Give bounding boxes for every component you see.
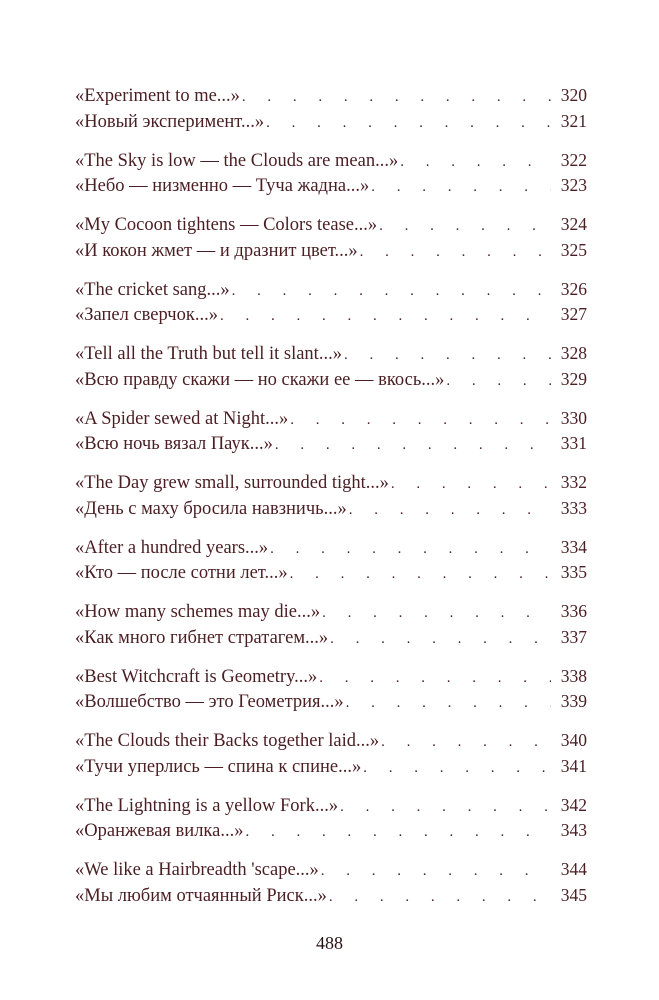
entry-title: «How many schemes may die...»	[75, 602, 321, 622]
toc-group	[75, 212, 587, 263]
entry-page-number: 329	[560, 368, 587, 389]
entry-page-number: 343	[560, 820, 587, 840]
toc-entry	[75, 302, 587, 328]
entry-title: «We like a Hairbreadth 'scape...»	[75, 860, 319, 880]
dot-leader	[330, 627, 551, 653]
dot-leader	[349, 498, 551, 524]
dot-leader	[275, 433, 551, 459]
entry-page-number: 322	[560, 149, 587, 170]
dot-leader	[270, 537, 551, 563]
entry-title: «Кто — после сотни лет...»	[75, 563, 288, 583]
dot-leader	[322, 601, 551, 627]
dot-leader	[321, 859, 551, 885]
dot-leader	[391, 472, 551, 498]
entry-page-number: 341	[560, 755, 587, 776]
entry-title: «After a hundred years...»	[75, 537, 269, 558]
entry-page-number: 331	[560, 433, 587, 453]
entry-page-number: 326	[560, 278, 587, 299]
toc-group	[75, 470, 587, 521]
toc-group	[75, 857, 587, 908]
toc-entry	[75, 496, 587, 522]
dot-leader	[266, 111, 551, 137]
toc-entry	[75, 367, 587, 393]
toc-entry	[75, 406, 587, 432]
toc-entry	[75, 277, 587, 303]
toc-entry	[75, 754, 587, 780]
page-number-footer: 488	[316, 933, 343, 953]
toc-entry	[75, 238, 587, 264]
toc-group	[75, 793, 587, 844]
dot-leader	[363, 756, 551, 782]
entry-page-number: 328	[560, 343, 587, 363]
dot-leader	[290, 408, 551, 434]
entry-page-number: 340	[560, 730, 587, 750]
toc-entry	[75, 689, 587, 715]
table-of-contents	[75, 83, 587, 922]
dot-leader	[319, 666, 551, 692]
dot-leader	[360, 240, 551, 266]
toc-group	[75, 599, 587, 650]
entry-page-number: 323	[560, 175, 587, 195]
entry-page-number: 345	[560, 884, 587, 905]
toc-entry	[75, 148, 587, 174]
toc-entry	[75, 560, 587, 586]
toc-entry	[75, 793, 587, 819]
entry-title: «Всю правду скажи — но скажи ее — вкось...»	[75, 369, 445, 390]
entry-page-number: 344	[560, 859, 587, 879]
entry-title: «The Clouds their Backs together laid...»	[75, 731, 380, 751]
entry-page-number: 330	[560, 407, 587, 428]
toc-entry	[75, 431, 587, 457]
dot-leader	[245, 820, 551, 846]
entry-title: «The Lightning is a yellow Fork...»	[75, 795, 339, 816]
toc-group	[75, 535, 587, 586]
entry-title: «Tell all the Truth but tell it slant...»	[75, 344, 342, 364]
entry-title: «A Spider sewed at Night...»	[75, 408, 289, 429]
entry-title: «Best Witchcraft is Geometry...»	[75, 666, 318, 687]
toc-entry	[75, 535, 587, 561]
dot-leader	[379, 214, 551, 240]
entry-title: «The cricket sang...»	[75, 279, 230, 300]
entry-title: «День с маху бросила навзничь...»	[75, 498, 347, 519]
entry-page-number: 332	[560, 472, 587, 492]
dot-leader	[290, 562, 551, 588]
dot-leader	[329, 885, 551, 911]
entry-page-number: 335	[560, 562, 587, 582]
toc-group	[75, 148, 587, 199]
entry-page-number: 333	[560, 497, 587, 518]
toc-entry	[75, 173, 587, 199]
dot-leader	[346, 691, 551, 717]
dot-leader	[340, 795, 551, 821]
toc-entry	[75, 857, 587, 883]
entry-title: «The Sky is low — the Clouds are mean...»	[75, 150, 399, 171]
entry-title: «И кокон жмет — и дразнит цвет...»	[75, 240, 358, 261]
dot-leader	[400, 150, 551, 176]
entry-page-number: 338	[560, 665, 587, 686]
entry-page-number: 327	[560, 304, 587, 324]
toc-group	[75, 728, 587, 779]
toc-group	[75, 83, 587, 134]
toc-entry	[75, 599, 587, 625]
toc-group	[75, 406, 587, 457]
toc-entry	[75, 83, 587, 109]
entry-page-number: 336	[560, 601, 587, 621]
dot-leader	[232, 279, 551, 305]
entry-title: «My Cocoon tightens — Colors tease...»	[75, 215, 378, 235]
dot-leader	[446, 369, 551, 395]
toc-entry	[75, 883, 587, 909]
entry-title: «Как много гибнет стратагем...»	[75, 627, 329, 648]
toc-entry	[75, 341, 587, 367]
dot-leader	[371, 175, 551, 201]
dot-leader	[220, 304, 551, 330]
toc-entry	[75, 728, 587, 754]
entry-title: «Волшебство — это Геометрия...»	[75, 692, 344, 712]
entry-title: «Запел сверчок...»	[75, 305, 218, 325]
entry-title: «Небо — низменно — Туча жадна...»	[75, 176, 370, 196]
dot-leader	[381, 730, 551, 756]
toc-entry	[75, 109, 587, 135]
entry-page-number: 342	[560, 794, 587, 815]
dot-leader	[242, 85, 551, 111]
dot-leader	[344, 343, 551, 369]
entry-title: «Оранжевая вилка...»	[75, 821, 244, 841]
entry-title: «Experiment to me...»	[75, 86, 240, 106]
entry-page-number: 321	[560, 110, 587, 131]
entry-page-number: 325	[560, 239, 587, 260]
entry-title: «Мы любим отчаянный Риск...»	[75, 885, 327, 906]
entry-page-number: 324	[560, 214, 587, 234]
entry-title: «Новый эксперимент...»	[75, 111, 265, 132]
toc-entry	[75, 212, 587, 238]
entry-title: «Тучи уперлись — спина к спине...»	[75, 756, 362, 777]
toc-entry	[75, 664, 587, 690]
entry-page-number: 334	[560, 536, 587, 557]
toc-group	[75, 341, 587, 392]
toc-entry	[75, 470, 587, 496]
entry-title: «Всю ночь вязал Паук...»	[75, 434, 273, 454]
entry-page-number: 339	[560, 691, 587, 711]
toc-entry	[75, 625, 587, 651]
toc-entry	[75, 818, 587, 844]
toc-group	[75, 664, 587, 715]
entry-page-number: 320	[560, 85, 587, 105]
toc-group	[75, 277, 587, 328]
entry-title: «The Day grew small, surrounded tight...»	[75, 473, 389, 493]
entry-page-number: 337	[560, 626, 587, 647]
